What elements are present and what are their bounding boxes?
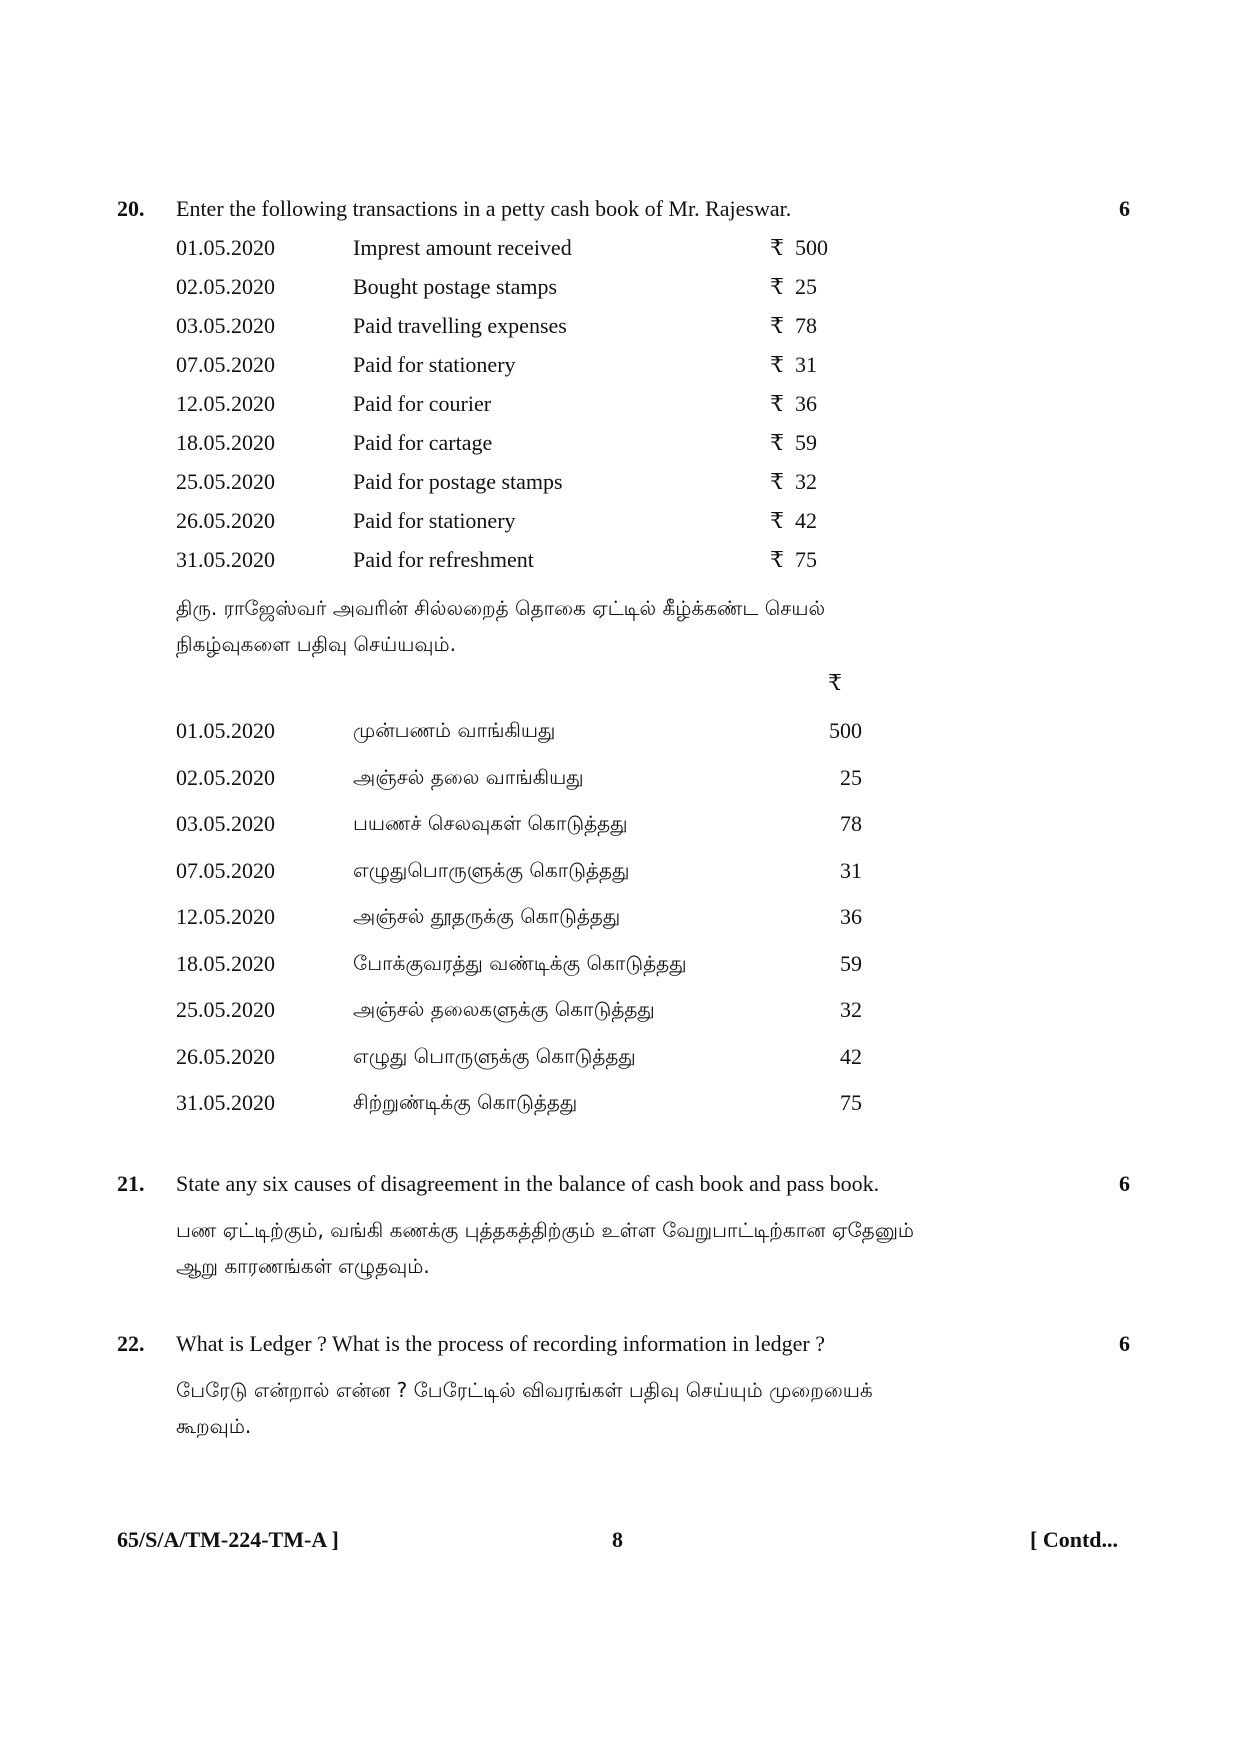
transaction-date: 01.05.2020 (176, 235, 275, 260)
footer-page-number: 8 (612, 1527, 623, 1552)
transaction-amount: 42 (795, 508, 817, 533)
question-20-tamil-line-1: திரு. ராஜேஸ்வர் அவரின் சில்லறைத் தொகை ஏட்டில் கீழ்க்கண்ட செயல் (176, 596, 826, 620)
question-21-tamil-text (176, 1212, 1066, 1284)
rupee-symbol: ₹ (770, 235, 784, 260)
transaction-amount: 78 (795, 313, 817, 338)
rupee-symbol: ₹ (770, 391, 784, 416)
tamil-transaction-description: அஞ்சல் தலை வாங்கியது (353, 765, 584, 789)
transaction-date: 18.05.2020 (176, 430, 275, 455)
transaction-description: Paid for courier (353, 391, 492, 416)
tamil-transaction-description: சிற்றுண்டிக்கு கொடுத்தது (353, 1090, 578, 1114)
tamil-transaction-amount: 78 (840, 811, 862, 836)
tamil-transaction-row (0, 1044, 1240, 1084)
tamil-transaction-row (0, 904, 1240, 944)
question-21-tamil-line-1: பண ஏட்டிற்கும், வங்கி கணக்கு புத்தகத்திற்கும் உள்ள வேறுபாட்டிற்கான ஏதேனும் (176, 1218, 915, 1242)
tamil-transaction-row (0, 1090, 1240, 1130)
tamil-transaction-row (0, 718, 1240, 758)
tamil-transaction-date: 07.05.2020 (176, 858, 275, 883)
tamil-transaction-row (0, 997, 1240, 1037)
tamil-transaction-date: 01.05.2020 (176, 718, 275, 743)
question-21-text: State any six causes of disagreement in the balance of cash book and pass book. (176, 1171, 880, 1196)
rupee-symbol: ₹ (770, 469, 784, 494)
transaction-description: Paid for stationery (353, 508, 516, 533)
question-21-number: 21. (117, 1171, 145, 1196)
transaction-description: Paid for stationery (353, 352, 516, 377)
tamil-transaction-description: அஞ்சல் தலைகளுக்கு கொடுத்தது (353, 997, 655, 1021)
transaction-description: Paid for refreshment (353, 547, 534, 572)
transaction-row (0, 430, 1240, 464)
transaction-description: Paid travelling expenses (353, 313, 567, 338)
question-20-tamil-line-2: நிகழ்வுகளை பதிவு செய்யவும். (176, 632, 457, 656)
tamil-transaction-amount: 500 (829, 718, 862, 743)
tamil-transaction-date: 12.05.2020 (176, 904, 275, 929)
question-20-tamil-text (176, 590, 1066, 662)
rupee-symbol: ₹ (770, 547, 784, 572)
question-21-tamil-line-2: ஆறு காரணங்கள் எழுதவும். (176, 1254, 430, 1278)
rupee-symbol: ₹ (770, 508, 784, 533)
rupee-symbol: ₹ (770, 313, 784, 338)
tamil-transaction-description: முன்பணம் வாங்கியது (353, 718, 556, 742)
tamil-transaction-date: 26.05.2020 (176, 1044, 275, 1069)
rupee-symbol: ₹ (770, 352, 784, 377)
tamil-currency-header: ₹ (828, 670, 842, 695)
transaction-row (0, 274, 1240, 308)
transaction-row (0, 352, 1240, 386)
transaction-amount: 59 (795, 430, 817, 455)
rupee-symbol: ₹ (770, 430, 784, 455)
transaction-amount: 32 (795, 469, 817, 494)
transaction-date: 02.05.2020 (176, 274, 275, 299)
transaction-description: Paid for cartage (353, 430, 493, 455)
transaction-row (0, 235, 1240, 269)
transaction-row (0, 547, 1240, 581)
tamil-transaction-date: 25.05.2020 (176, 997, 275, 1022)
footer-contd: [ Contd... (1030, 1527, 1119, 1552)
footer-code: 65/S/A/TM-224-TM-A ] (117, 1527, 339, 1552)
transaction-amount: 36 (795, 391, 817, 416)
question-20-marks: 6 (1119, 196, 1130, 221)
tamil-transaction-description: பயணச் செலவுகள் கொடுத்தது (353, 811, 628, 835)
tamil-transaction-row (0, 811, 1240, 851)
tamil-transaction-description: போக்குவரத்து வண்டிக்கு கொடுத்தது (353, 951, 687, 975)
transaction-description: Imprest amount received (353, 235, 572, 260)
tamil-transaction-amount: 31 (840, 858, 862, 883)
question-21-marks: 6 (1119, 1171, 1130, 1196)
question-22-tamil-line-2: கூறவும். (176, 1414, 252, 1438)
transaction-description: Bought postage stamps (353, 274, 558, 299)
tamil-transaction-description: அஞ்சல் தூதருக்கு கொடுத்தது (353, 904, 621, 928)
question-20-number: 20. (117, 196, 145, 221)
transaction-description: Paid for postage stamps (353, 469, 563, 494)
transaction-date: 25.05.2020 (176, 469, 275, 494)
transaction-amount: 500 (795, 235, 828, 260)
tamil-transaction-date: 02.05.2020 (176, 765, 275, 790)
transaction-row (0, 469, 1240, 503)
transaction-row (0, 313, 1240, 347)
transaction-amount: 31 (795, 352, 817, 377)
tamil-transaction-description: எழுதுபொருளுக்கு கொடுத்தது (353, 858, 630, 882)
tamil-transaction-row (0, 951, 1240, 991)
tamil-transaction-date: 03.05.2020 (176, 811, 275, 836)
question-22-tamil-line-1: பேரேடு என்றால் என்ன ? பேரேட்டில் விவரங்கள் பதிவு செய்யும் முறையைக் (176, 1378, 873, 1402)
tamil-transaction-amount: 36 (840, 904, 862, 929)
tamil-transaction-amount: 32 (840, 997, 862, 1022)
question-22-tamil-text (176, 1372, 1066, 1444)
tamil-transaction-amount: 42 (840, 1044, 862, 1069)
tamil-transaction-amount: 75 (840, 1090, 862, 1115)
transaction-date: 26.05.2020 (176, 508, 275, 533)
rupee-symbol: ₹ (770, 274, 784, 299)
tamil-transaction-amount: 59 (840, 951, 862, 976)
tamil-transaction-row (0, 858, 1240, 898)
tamil-transaction-description: எழுது பொருளுக்கு கொடுத்தது (353, 1044, 636, 1068)
tamil-transaction-row (0, 765, 1240, 805)
tamil-transaction-amount: 25 (840, 765, 862, 790)
tamil-transaction-date: 31.05.2020 (176, 1090, 275, 1115)
transaction-date: 07.05.2020 (176, 352, 275, 377)
tamil-transaction-date: 18.05.2020 (176, 951, 275, 976)
question-22-text: What is Ledger ? What is the process of recording information in ledger ? (176, 1331, 825, 1356)
transaction-row (0, 508, 1240, 542)
transaction-row (0, 391, 1240, 425)
transaction-date: 12.05.2020 (176, 391, 275, 416)
question-22-number: 22. (117, 1331, 145, 1356)
transaction-amount: 25 (795, 274, 817, 299)
transaction-date: 03.05.2020 (176, 313, 275, 338)
transaction-date: 31.05.2020 (176, 547, 275, 572)
transaction-amount: 75 (795, 547, 817, 572)
question-20-text: Enter the following transactions in a petty cash book of Mr. Rajeswar. (176, 196, 792, 221)
question-22-marks: 6 (1119, 1331, 1130, 1356)
